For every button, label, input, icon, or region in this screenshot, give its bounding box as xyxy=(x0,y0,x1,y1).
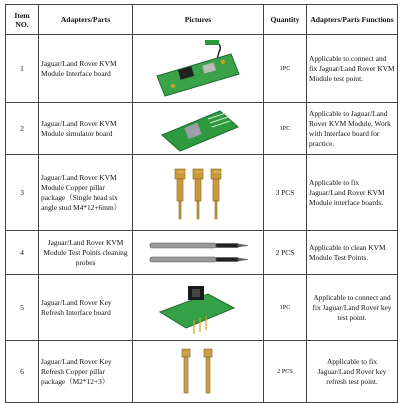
row-number: 5 xyxy=(6,275,39,341)
part-picture xyxy=(133,275,264,341)
quantity: 2 PCS xyxy=(264,341,307,403)
table-row xyxy=(6,155,398,231)
part-function: Applicable to clean KVM Module Test Points. xyxy=(307,231,398,275)
part-name: Jaguar/Land Rover KVM Module Interface board xyxy=(39,35,133,103)
quantity: 1PC xyxy=(264,103,307,155)
cleaning-probe-icon xyxy=(140,237,256,269)
header-item-no: Item NO. xyxy=(6,5,39,35)
table-row xyxy=(6,275,398,341)
part-name: Jaguar/Land Rover Key Refresh Interface board xyxy=(39,275,133,341)
part-picture xyxy=(133,155,264,231)
header-pictures: Pictures xyxy=(133,5,264,35)
header-row xyxy=(6,5,398,35)
part-name: Jaguar/Land Rover KVM Module simulator board xyxy=(39,103,133,155)
interface-board-icon xyxy=(143,38,253,100)
simulator-board-icon xyxy=(148,105,248,153)
header-functions: Adapters/Parts Functions xyxy=(307,5,398,35)
table-row xyxy=(6,103,398,155)
row-number: 2 xyxy=(6,103,39,155)
part-function: Applicable to fix Jaguar/Land Rover KVM Module interface boards. xyxy=(307,155,398,231)
part-function: Applicable to Jaguar/Land Rover KVM Module. Work with Interface board for practice. xyxy=(307,103,398,155)
part-function: Applicable to fix Jaguar/Land Rover key refresh test point. xyxy=(307,341,398,403)
header-quantity: Quantity xyxy=(264,5,307,35)
copper-pillar-icon xyxy=(163,159,233,227)
row-number: 6 xyxy=(6,341,39,403)
part-picture xyxy=(133,103,264,155)
quantity: 3 PCS xyxy=(264,155,307,231)
part-name: Jaguar/Land Rover Key Refresh Copper pillar package（M2*12+3） xyxy=(39,341,133,403)
small-copper-pillar-icon xyxy=(168,343,228,401)
part-function: Applicable to connect and fix Jaguar/Land Rover key test point. xyxy=(307,275,398,341)
table-row xyxy=(6,341,398,403)
part-name: Jaguar/Land Rover KVM Module Test Points cleaning probes xyxy=(39,231,133,275)
table-row xyxy=(6,231,398,275)
part-name: Jaguar/Land Rover KVM Module Copper pillar package（Single head six angle stud M4*12+6mm） xyxy=(39,155,133,231)
quantity: 2 PCS xyxy=(264,231,307,275)
row-number: 4 xyxy=(6,231,39,275)
part-picture xyxy=(133,341,264,403)
header-adapters: Adapters/Parts xyxy=(39,5,133,35)
quantity: 1PC xyxy=(264,35,307,103)
key-refresh-board-icon xyxy=(148,278,248,338)
table-row xyxy=(6,35,398,103)
row-number: 3 xyxy=(6,155,39,231)
parts-table xyxy=(5,4,398,403)
part-function: Applicable to connect and fix Jaguar/Land Rover KVM Module test point. xyxy=(307,35,398,103)
part-picture xyxy=(133,35,264,103)
part-picture xyxy=(133,231,264,275)
quantity: 1PC xyxy=(264,275,307,341)
row-number: 1 xyxy=(6,35,39,103)
